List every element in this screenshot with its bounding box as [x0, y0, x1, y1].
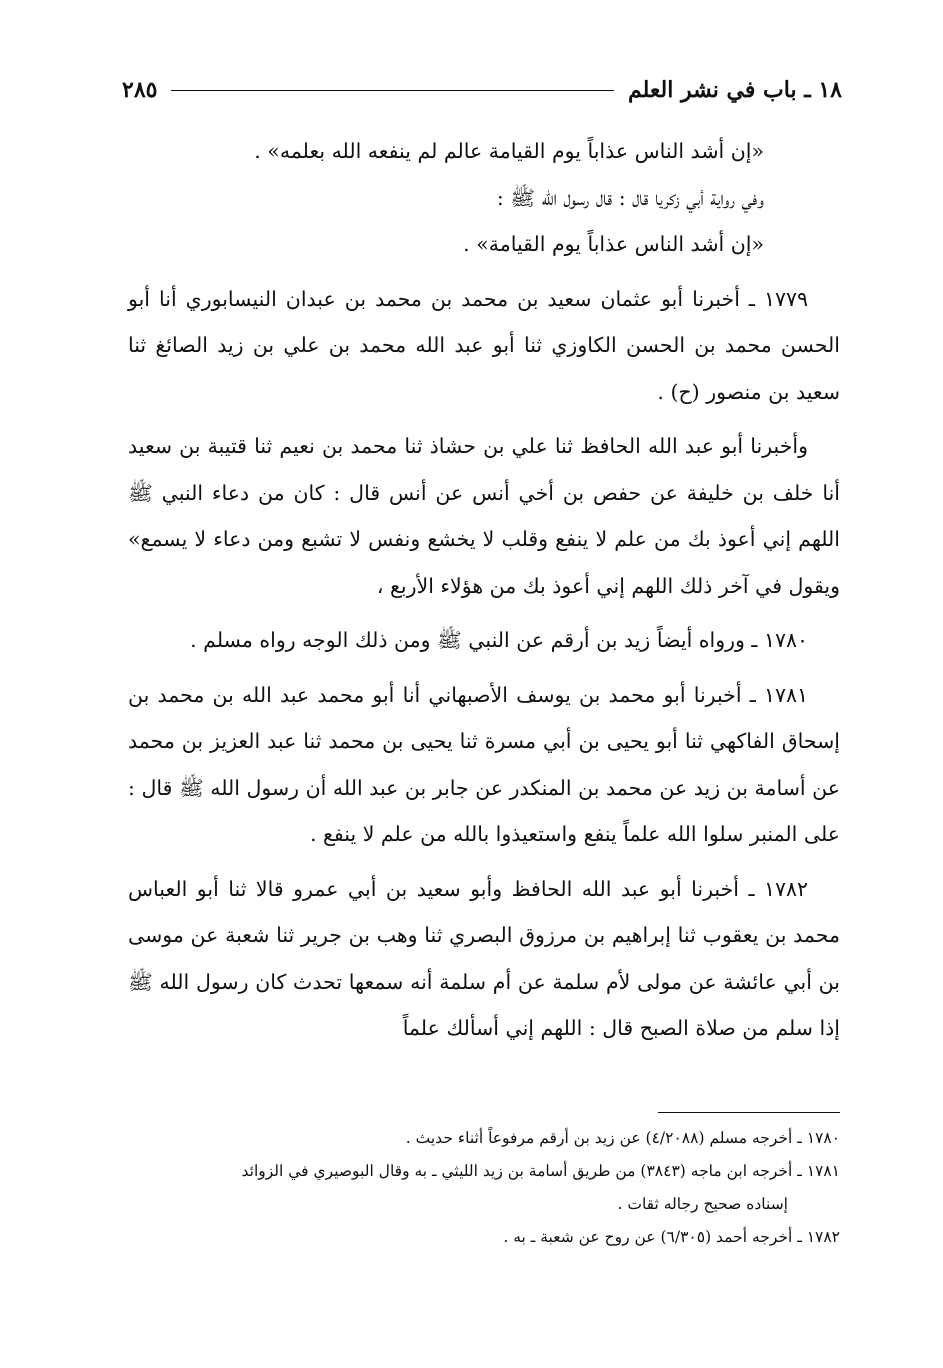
footnote-1780: ١٧٨٠ ـ أخرجه مسلم (٤/٢٠٨٨) عن زيد بن أرقم مرفوعاً أثناء حديث .	[405, 1129, 840, 1147]
footnote-1781	[150, 1155, 840, 1221]
hadith-paragraph-1779: ١٧٧٩ ـ أخبرنا أبو عثمان سعيد بن محمد بن محمد بن عبدان النيسابوري أنا أبو الحسن محمد بن الحسن الكاوزي ثنا أبو عبد الله محمد بن علي بن زيد الصائغ ثنا سعيد بن منصور (ح) .	[128, 286, 840, 404]
isnad-paragraph: وأخبرنا أبو عبد الله الحافظ ثنا علي بن حشاذ ثنا محمد بن نعيم ثنا قتيبة بن سعيد أنا خلف بن خليفة عن حفص بن أخي أنس عن أنس قال : كان من دعاء النبي ﷺ اللهم إني أعوذ بك من علم لا ينفع وقلب لا يخشع ونفس لا تشبع ومن دعاء لا يسمع» ويقول في آخر ذلك اللهم إني أعوذ بك من هؤلاء الأربع ،	[128, 434, 840, 598]
chapter-title: ١٨ ـ باب في نشر العلم	[627, 77, 842, 103]
hadith-quote: «إن أشد الناس عذاباً يوم القيامة» .	[463, 232, 764, 256]
hadith-paragraph-1781: ١٧٨١ ـ أخبرنا أبو محمد بن يوسف الأصبهاني أنا أبو محمد عبد الله بن محمد بن إسحاق الفاكهي ثنا أبو يحيى بن أبي مسرة ثنا يحيى بن محمد ثنا عبد العزيز بن محمد عن أسامة بن زيد عن محمد بن المنكدر عن جابر بن عبد الله أن رسول الله ﷺ قال : على المنبر سلوا الله علماً ينفع واستعيذوا بالله من علم لا ينفع .	[128, 682, 840, 846]
footnote-1782: ١٧٨٢ ـ أخرجه أحمد (٦/٣٠٥) عن روح عن شعبة ـ به .	[503, 1228, 840, 1246]
footnotes	[150, 1122, 840, 1254]
hadith-quote: «إن أشد الناس عذاباً يوم القيامة عالم لم ينفعه الله بعلمه» .	[254, 139, 764, 163]
footnote-1781-line-2: إسناده صحيح رجاله ثقات .	[617, 1195, 788, 1213]
main-text	[128, 128, 840, 1060]
page-number: ٢٨٥	[122, 77, 158, 103]
riwaya-intro: وفي رواية أبي زكريا قال : قال رسول الله ﷺ :	[496, 185, 764, 210]
header-rule	[171, 90, 614, 91]
hadith-paragraph-1780: ١٧٨٠ ـ ورواه أيضاً زيد بن أرقم عن النبي ﷺ ومن ذلك الوجه رواه مسلم .	[190, 628, 808, 652]
footnote-separator	[658, 1112, 840, 1113]
running-header	[122, 68, 842, 112]
hadith-paragraph-1782: ١٧٨٢ ـ أخبرنا أبو عبد الله الحافظ وأبو سعيد بن أبي عمرو قالا ثنا أبو العباس محمد بن يعقوب ثنا إبراهيم بن مرزوق البصري ثنا وهب بن جرير ثنا شعبة عن موسى بن أبي عائشة عن مولى لأم سلمة عن أم سلمة أنه سمعها تحدث كان رسول الله ﷺ إذا سلم من صلاة الصبح قال : اللهم إني أسألك علماً	[128, 876, 840, 1040]
footnote-1781-line-1: ١٧٨١ ـ أخرجه ابن ماجه (٣٨٤٣) من طريق أسامة بن زيد الليثي ـ به وقال البوصيري في الزوائد	[241, 1162, 840, 1180]
